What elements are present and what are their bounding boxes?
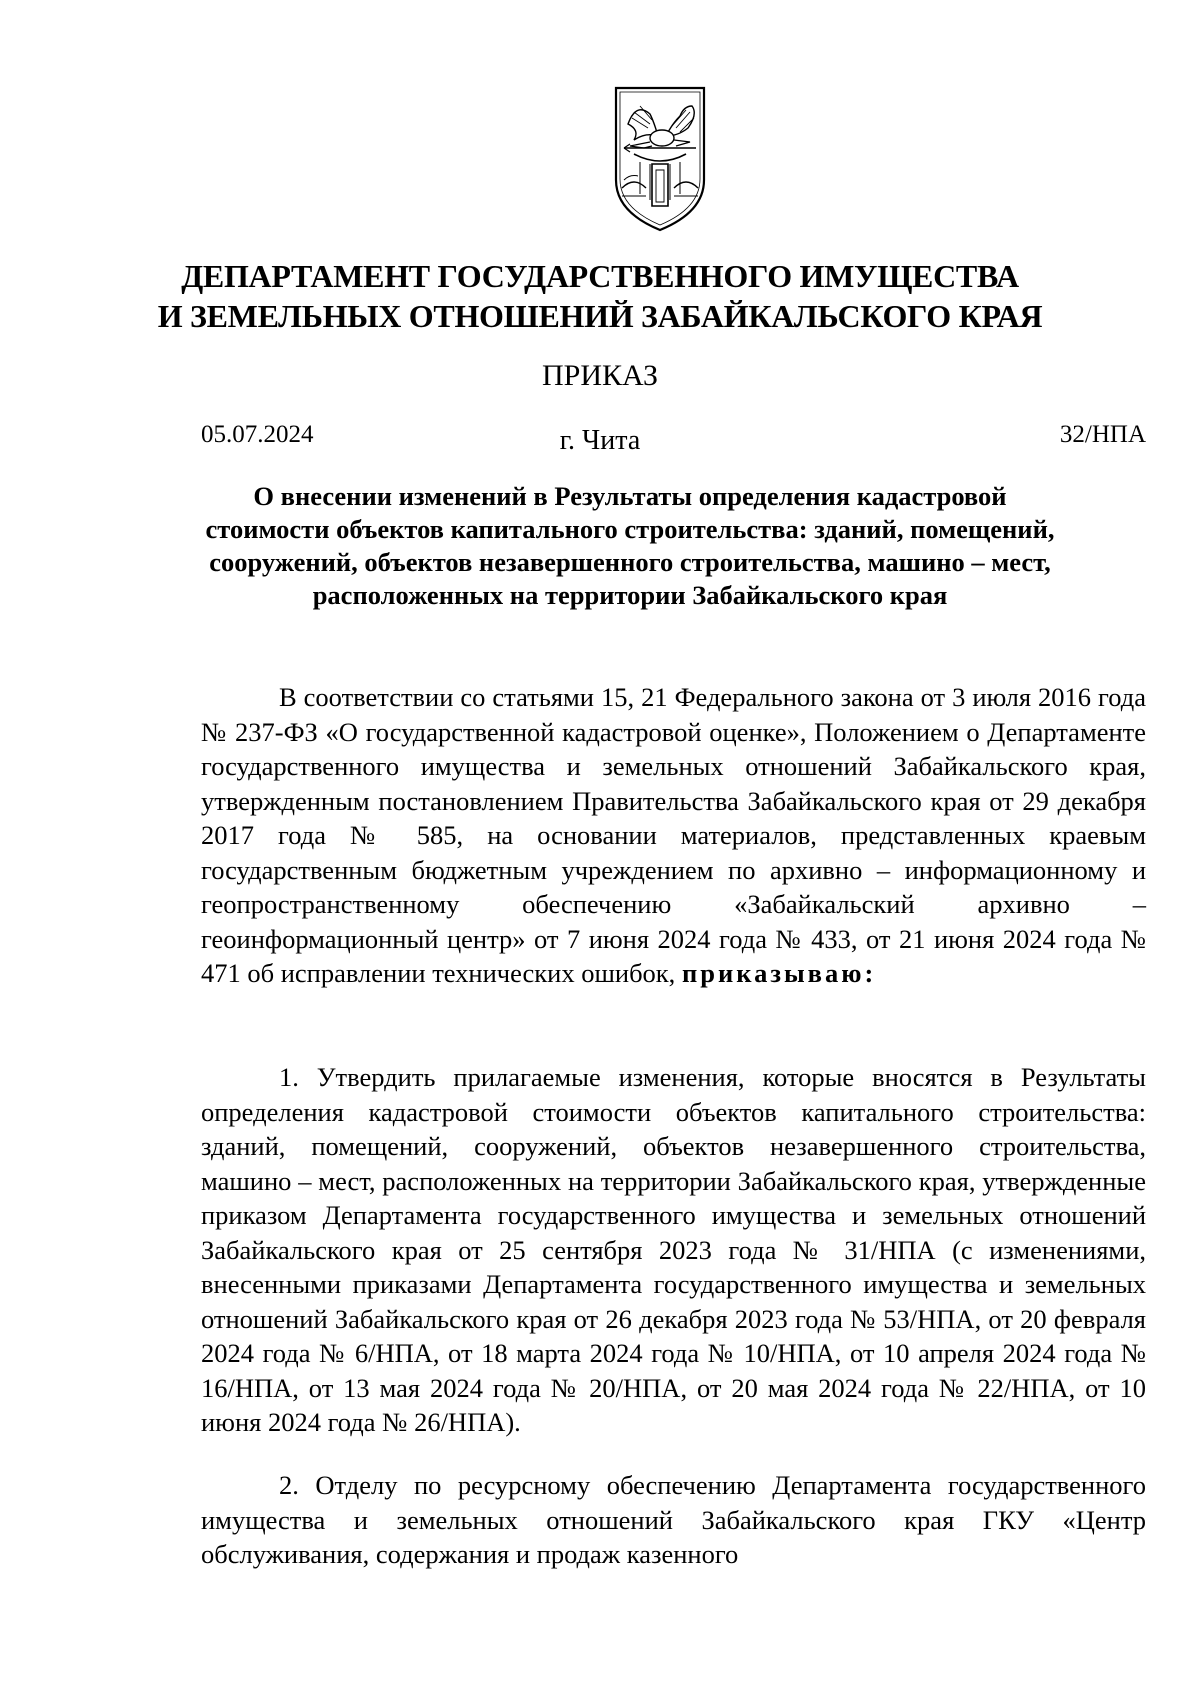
order-item-1: 1. Утвердить прилагаемые изменения, которые вносятся в Результаты определения кадастровой стоимости объектов капитального строительства: зданий, помещений, сооружений, объектов незавершенного строительства, машино – мест, расположенных на территории Забайкальского края, утвержденные приказом Департамента государственного имущества и земельных отношений Забайкальского края от 25 сентября 2023 года № 31/НПА (с изменениями, внесенными приказами Департамента государственного имущества и земельных отношений Забайкальского края от 26 декабря 2023 года № 53/НПА, от 20 февраля 2024 года № 6/НПА, от 18 марта 2024 года № 10/НПА, от 10 апреля 2024 года № 16/НПА, от 13 мая 2024 года № 20/НПА, от 20 мая 2024 года № 22/НПА, от 10 июня 2024 года № 26/НПА). — [201, 1062, 1146, 1437]
preamble-paragraph — [201, 680, 1146, 991]
coat-of-arms-emblem — [610, 84, 710, 234]
document-date: 05.07.2024 — [201, 421, 314, 448]
preamble-keyword: приказываю: — [681, 958, 877, 988]
org-title-line-1: ДЕПАРТАМЕНТ ГОСУДАРСТВЕННОГО ИМУЩЕСТВА — [181, 258, 1019, 294]
preamble-text: В соответствии со статьями 15, 21 Федерального закона от 3 июля 2016 года № 237-ФЗ «О государственной кадастровой оценке», Положением о Департаменте государственного имущества и земельных отношений Забайкальского края, утвержденным постановлением Правительства Забайкальского края от 29 декабря 2017 года № 585, на основании материалов, представленных краевым государственным бюджетным учреждением по архивно – информационному и геопространственному обеспечению «Забайкальский архивно – геоинформационный центр» от 7 июня 2024 года № 433, от 21 июня 2024 года № 471 об исправлении технических ошибок, — [201, 682, 1146, 988]
org-title-line-2: И ЗЕМЕЛЬНЫХ ОТНОШЕНИЙ ЗАБАЙКАЛЬСКОГО КРАЯ — [157, 298, 1043, 334]
subject-line-3: сооружений, объектов незавершенного строительства, машино – мест, — [209, 547, 1051, 577]
order-item-2: 2. Отделу по ресурсному обеспечению Департамента государственного имущества и земельных отношений Забайкальского края ГКУ «Центр обслуживания, содержания и продаж казенного — [201, 1470, 1146, 1569]
document-type-title: ПРИКАЗ — [542, 359, 658, 392]
document-subject — [150, 480, 1110, 612]
subject-line-4: расположенных на территории Забайкальского края — [312, 580, 948, 610]
subject-line-2: стоимости объектов капитального строительства: зданий, помещений, — [205, 514, 1055, 544]
document-city: г. Чита — [559, 425, 641, 456]
subject-line-1: О внесении изменений в Результаты определения кадастровой — [253, 481, 1007, 511]
document-number: 32/НПА — [1059, 421, 1146, 448]
